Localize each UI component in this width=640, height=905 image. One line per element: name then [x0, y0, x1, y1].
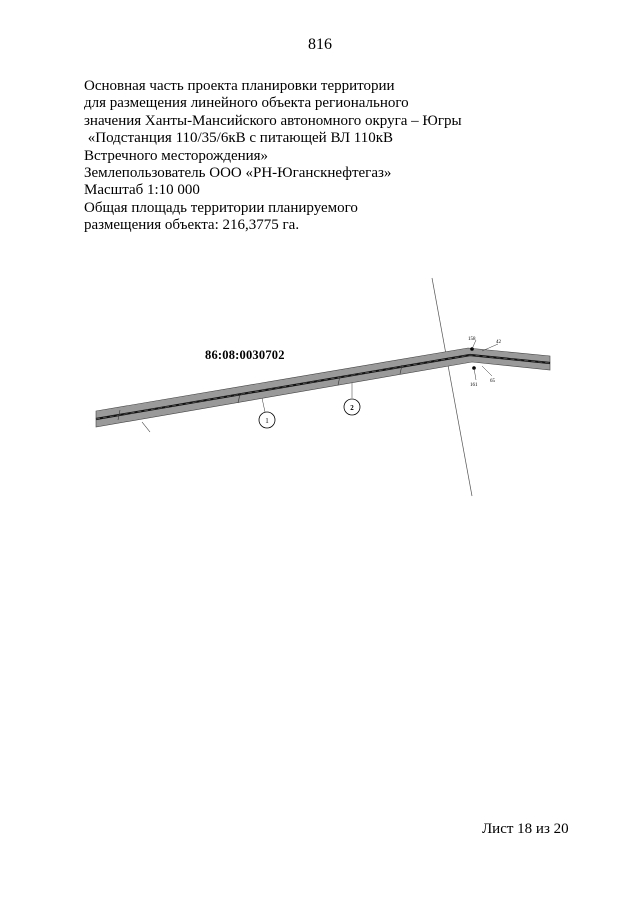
header-line-2: для размещения линейного объекта регионального [84, 95, 409, 112]
sheet-footer: Лист 18 из 20 [482, 821, 569, 837]
header-line-9: размещения объекта: 216,3775 га. [84, 217, 300, 234]
point-label-42: 42 [496, 340, 501, 345]
circle-label-2: 2 [350, 404, 354, 412]
corridor-band [96, 348, 550, 427]
header-line-1: Основная часть проекта планировки территории [84, 78, 395, 94]
page-number: 816 [308, 36, 332, 53]
circle-label-1: 1 [265, 417, 269, 425]
point-label-158: 158 [468, 337, 476, 342]
cadastral-number: 86:08:0030702 [205, 348, 285, 362]
header-line-3: значения Ханты-Мансийского автономного округа – Югры [84, 112, 462, 129]
header-line-5: Встречного месторождения» [84, 147, 269, 164]
header-line-6: Землепользователь ООО «РН-Юганскнефтегаз» [84, 165, 392, 182]
point-label-161: 161 [470, 383, 478, 388]
header-line-4: «Подстанция 110/35/6кВ с питающей ВЛ 110кВ [84, 130, 394, 147]
boundary-line [432, 278, 472, 496]
planning-map [90, 270, 560, 510]
document-header [84, 78, 504, 235]
header-line-8: Общая площадь территории планируемого [84, 199, 358, 216]
point-label-65: 65 [490, 379, 495, 384]
header-line-7: Масштаб 1:10 000 [84, 182, 200, 199]
circle-1-leader [262, 398, 265, 412]
